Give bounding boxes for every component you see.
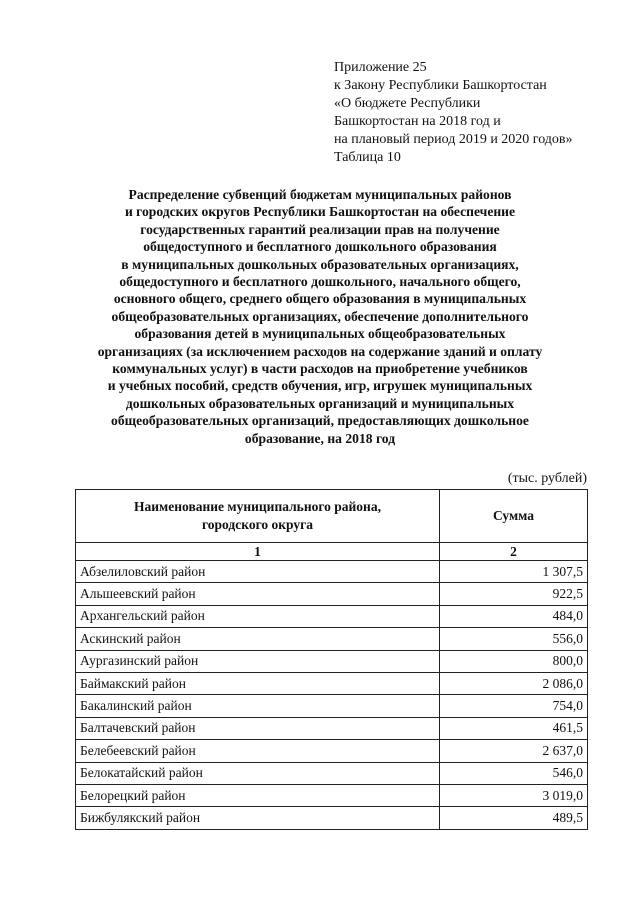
- units-label: (тыс. рублей): [507, 471, 587, 486]
- district-amount: 546,0: [440, 762, 588, 784]
- title-line: в муниципальных дошкольных образовательных организациях,: [121, 256, 519, 272]
- title-line: основного общего, среднего общего образования в муниципальных: [113, 291, 527, 307]
- table-row: [76, 807, 588, 829]
- column-number: 2: [440, 543, 588, 561]
- district-name: Абзелиловский район: [76, 561, 440, 583]
- district-name: Белебеевский район: [76, 740, 440, 762]
- title-line: Распределение субвенций бюджетам муниципальных районов: [128, 187, 512, 202]
- district-name: Альшеевский район: [76, 583, 440, 605]
- annex-line: Приложение 25: [334, 60, 427, 75]
- district-amount: 922,5: [440, 583, 588, 605]
- table-header-row: [76, 490, 588, 543]
- title-line: общеобразовательных организациях, обеспечение дополнительного: [111, 308, 529, 324]
- annex-header: [334, 59, 573, 167]
- header-name: [76, 490, 440, 543]
- district-name: Бижбулякский район: [76, 807, 440, 829]
- title-line: образование, на 2018 год: [244, 430, 396, 446]
- title-line: коммунальных услуг) в части расходов на приобретение учебников: [112, 361, 528, 377]
- table-row: [76, 650, 588, 672]
- title-line: дошкольных образовательных организаций и муниципальных: [125, 395, 515, 411]
- title-line: общедоступного и бесплатного дошкольного, начального общего,: [119, 274, 521, 290]
- district-name: Белокатайский район: [76, 762, 440, 784]
- district-amount: 1 307,5: [440, 561, 588, 583]
- annex-line: к Закону Республики Башкортостан: [334, 78, 547, 93]
- district-name: Аургазинский район: [76, 650, 440, 672]
- annex-line: Башкортостан на 2018 год и: [334, 114, 501, 129]
- column-number: 1: [76, 543, 440, 561]
- table-row: [76, 561, 588, 583]
- district-amount: 754,0: [440, 695, 588, 717]
- district-amount: 800,0: [440, 650, 588, 672]
- header-name-line: городского округа: [202, 517, 313, 532]
- annex-line: «О бюджете Республики: [334, 96, 481, 111]
- table-row: [76, 784, 588, 806]
- title-line: государственных гарантий реализации прав на получение: [140, 221, 500, 237]
- district-amount: 556,0: [440, 628, 588, 650]
- annex-line: на плановый период 2019 и 2020 годов»: [334, 132, 573, 147]
- district-amount: 461,5: [440, 717, 588, 739]
- table-row: [76, 672, 588, 694]
- district-amount: 489,5: [440, 807, 588, 829]
- district-name: Белорецкий район: [76, 784, 440, 806]
- table-row: [76, 628, 588, 650]
- title-line: и учебных пособий, средств обучения, игр, игрушек муниципальных: [107, 378, 533, 394]
- title-line: общедоступного и бесплатного дошкольного образования: [143, 239, 497, 255]
- header-name-line: Наименование муниципального района,: [134, 499, 381, 514]
- column-number-row: [76, 543, 588, 561]
- district-name: Балтачевский район: [76, 717, 440, 739]
- district-name: Аскинский район: [76, 628, 440, 650]
- district-amount: 2 086,0: [440, 672, 588, 694]
- district-name: Баймакский район: [76, 672, 440, 694]
- district-name: Архангельский район: [76, 605, 440, 627]
- subvention-table: [75, 489, 588, 830]
- district-amount: 2 637,0: [440, 740, 588, 762]
- title-line: организациях (за исключением расходов на содержание зданий и оплату: [97, 343, 543, 359]
- table-row: [76, 717, 588, 739]
- table-row: [76, 695, 588, 717]
- annex-line: Таблица 10: [334, 150, 401, 165]
- district-amount: 484,0: [440, 605, 588, 627]
- document-title: [60, 186, 580, 447]
- title-line: и городских округов Республики Башкортостан на обеспечение: [124, 204, 516, 220]
- table-row: [76, 583, 588, 605]
- district-amount: 3 019,0: [440, 784, 588, 806]
- table-row: [76, 605, 588, 627]
- header-amount: Сумма: [440, 490, 588, 543]
- table-row: [76, 762, 588, 784]
- title-line: общеобразовательных организаций, предоставляющих дошкольное: [111, 413, 529, 429]
- district-name: Бакалинский район: [76, 695, 440, 717]
- table-row: [76, 740, 588, 762]
- title-line: образования детей в муниципальных общеобразовательных: [134, 326, 506, 342]
